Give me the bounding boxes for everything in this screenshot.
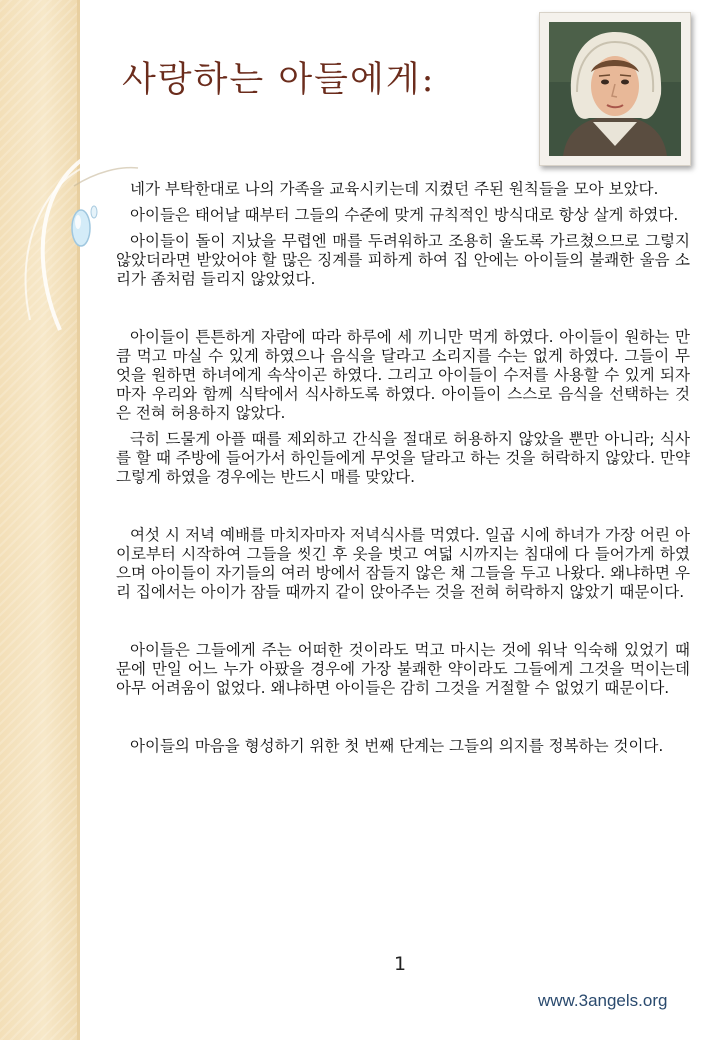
paragraph-8: 아이들의 마음을 형성하기 위한 첫 번째 단계는 그들의 의지를 정복하는 것이다. [130, 737, 664, 755]
paragraph-1: 네가 부탁한대로 나의 가족을 교육시키는데 지켰던 주된 원칙들을 모아 보았다. [130, 180, 659, 198]
left-decorative-band [0, 0, 80, 1040]
footer-url[interactable]: www.3angels.org [538, 991, 668, 1010]
paragraph-2: 아이들은 태어날 때부터 그들의 수준에 맞게 규칙적인 방식대로 항상 살게 하였다. [130, 206, 679, 224]
portrait-frame [539, 12, 691, 166]
letter-body [116, 180, 690, 756]
paragraph-5: 극히 드물게 아플 때를 제외하고 간식을 절대로 허용하지 않았을 뿐만 아니라; 식사를 할 때 주방에 들어가서 하인들에게 무엇을 달라고 하는 것을 허락하지 않았다. 만약 그렇게 하였을 경우에는 반드시 매를 맞았다. [116, 430, 690, 486]
page-number: 1 [393, 953, 407, 975]
letter-title: 사랑하는 아들에게: [122, 60, 436, 100]
band-edge [77, 0, 80, 1040]
paragraph-4: 아이들이 튼튼하게 자람에 따라 하루에 세 끼니만 먹게 하였다. 아이들이 원하는 만큼 먹고 마실 수 있게 하였으나 음식을 달라고 소리지를 수는 없게 하였다. 그들이 무엇을 원하면 하녀에게 속삭이곤 하였다. 그리고 아이들이 수저를 사용할 수 있게 되자마자 우리와 함께 식탁에서 식사하도록 하였다. 아이들이 스스로 음식을 선택하는 것은 전혀 허용하지 않았다. [116, 328, 690, 422]
paragraph-3: 아이들이 돌이 지났을 무렵엔 매를 두려워하고 조용히 울도록 가르쳤으므로 그렇지 않았더라면 받았어야 할 많은 징계를 피하게 하여 집 안에는 아이들의 불쾌한 울음 소리가 좀처럼 들리지 않았었다. [116, 232, 690, 288]
paragraph-6: 여섯 시 저녁 예배를 마치자마자 저녁식사를 먹였다. 일곱 시에 하녀가 가장 어린 아이로부터 시작하여 그들을 씻긴 후 옷을 벗고 여덟 시까지는 침대에 다 들어가게 하였으며 아이들이 자기들의 여러 방에서 잠들지 않은 채 그들을 두고 나왔다. 왜냐하면 우리 집에서는 아이가 잠들 때까지 같이 앉아주는 것을 전혀 허락하지 않았기 때문이다. [116, 526, 690, 601]
paragraph-7: 아이들은 그들에게 주는 어떠한 것이라도 먹고 마시는 것에 워낙 익숙해 있었기 때문에 만일 어느 누가 아팠을 경우에 가장 불쾌한 약이라도 그들에게 그것을 먹이는데 아무 어려움이 없었다. 왜냐하면 아이들은 감히 그것을 거절할 수 없었기 때문이다. [116, 641, 690, 697]
band-stripe-texture [0, 0, 80, 1040]
portrait-image [549, 22, 681, 156]
